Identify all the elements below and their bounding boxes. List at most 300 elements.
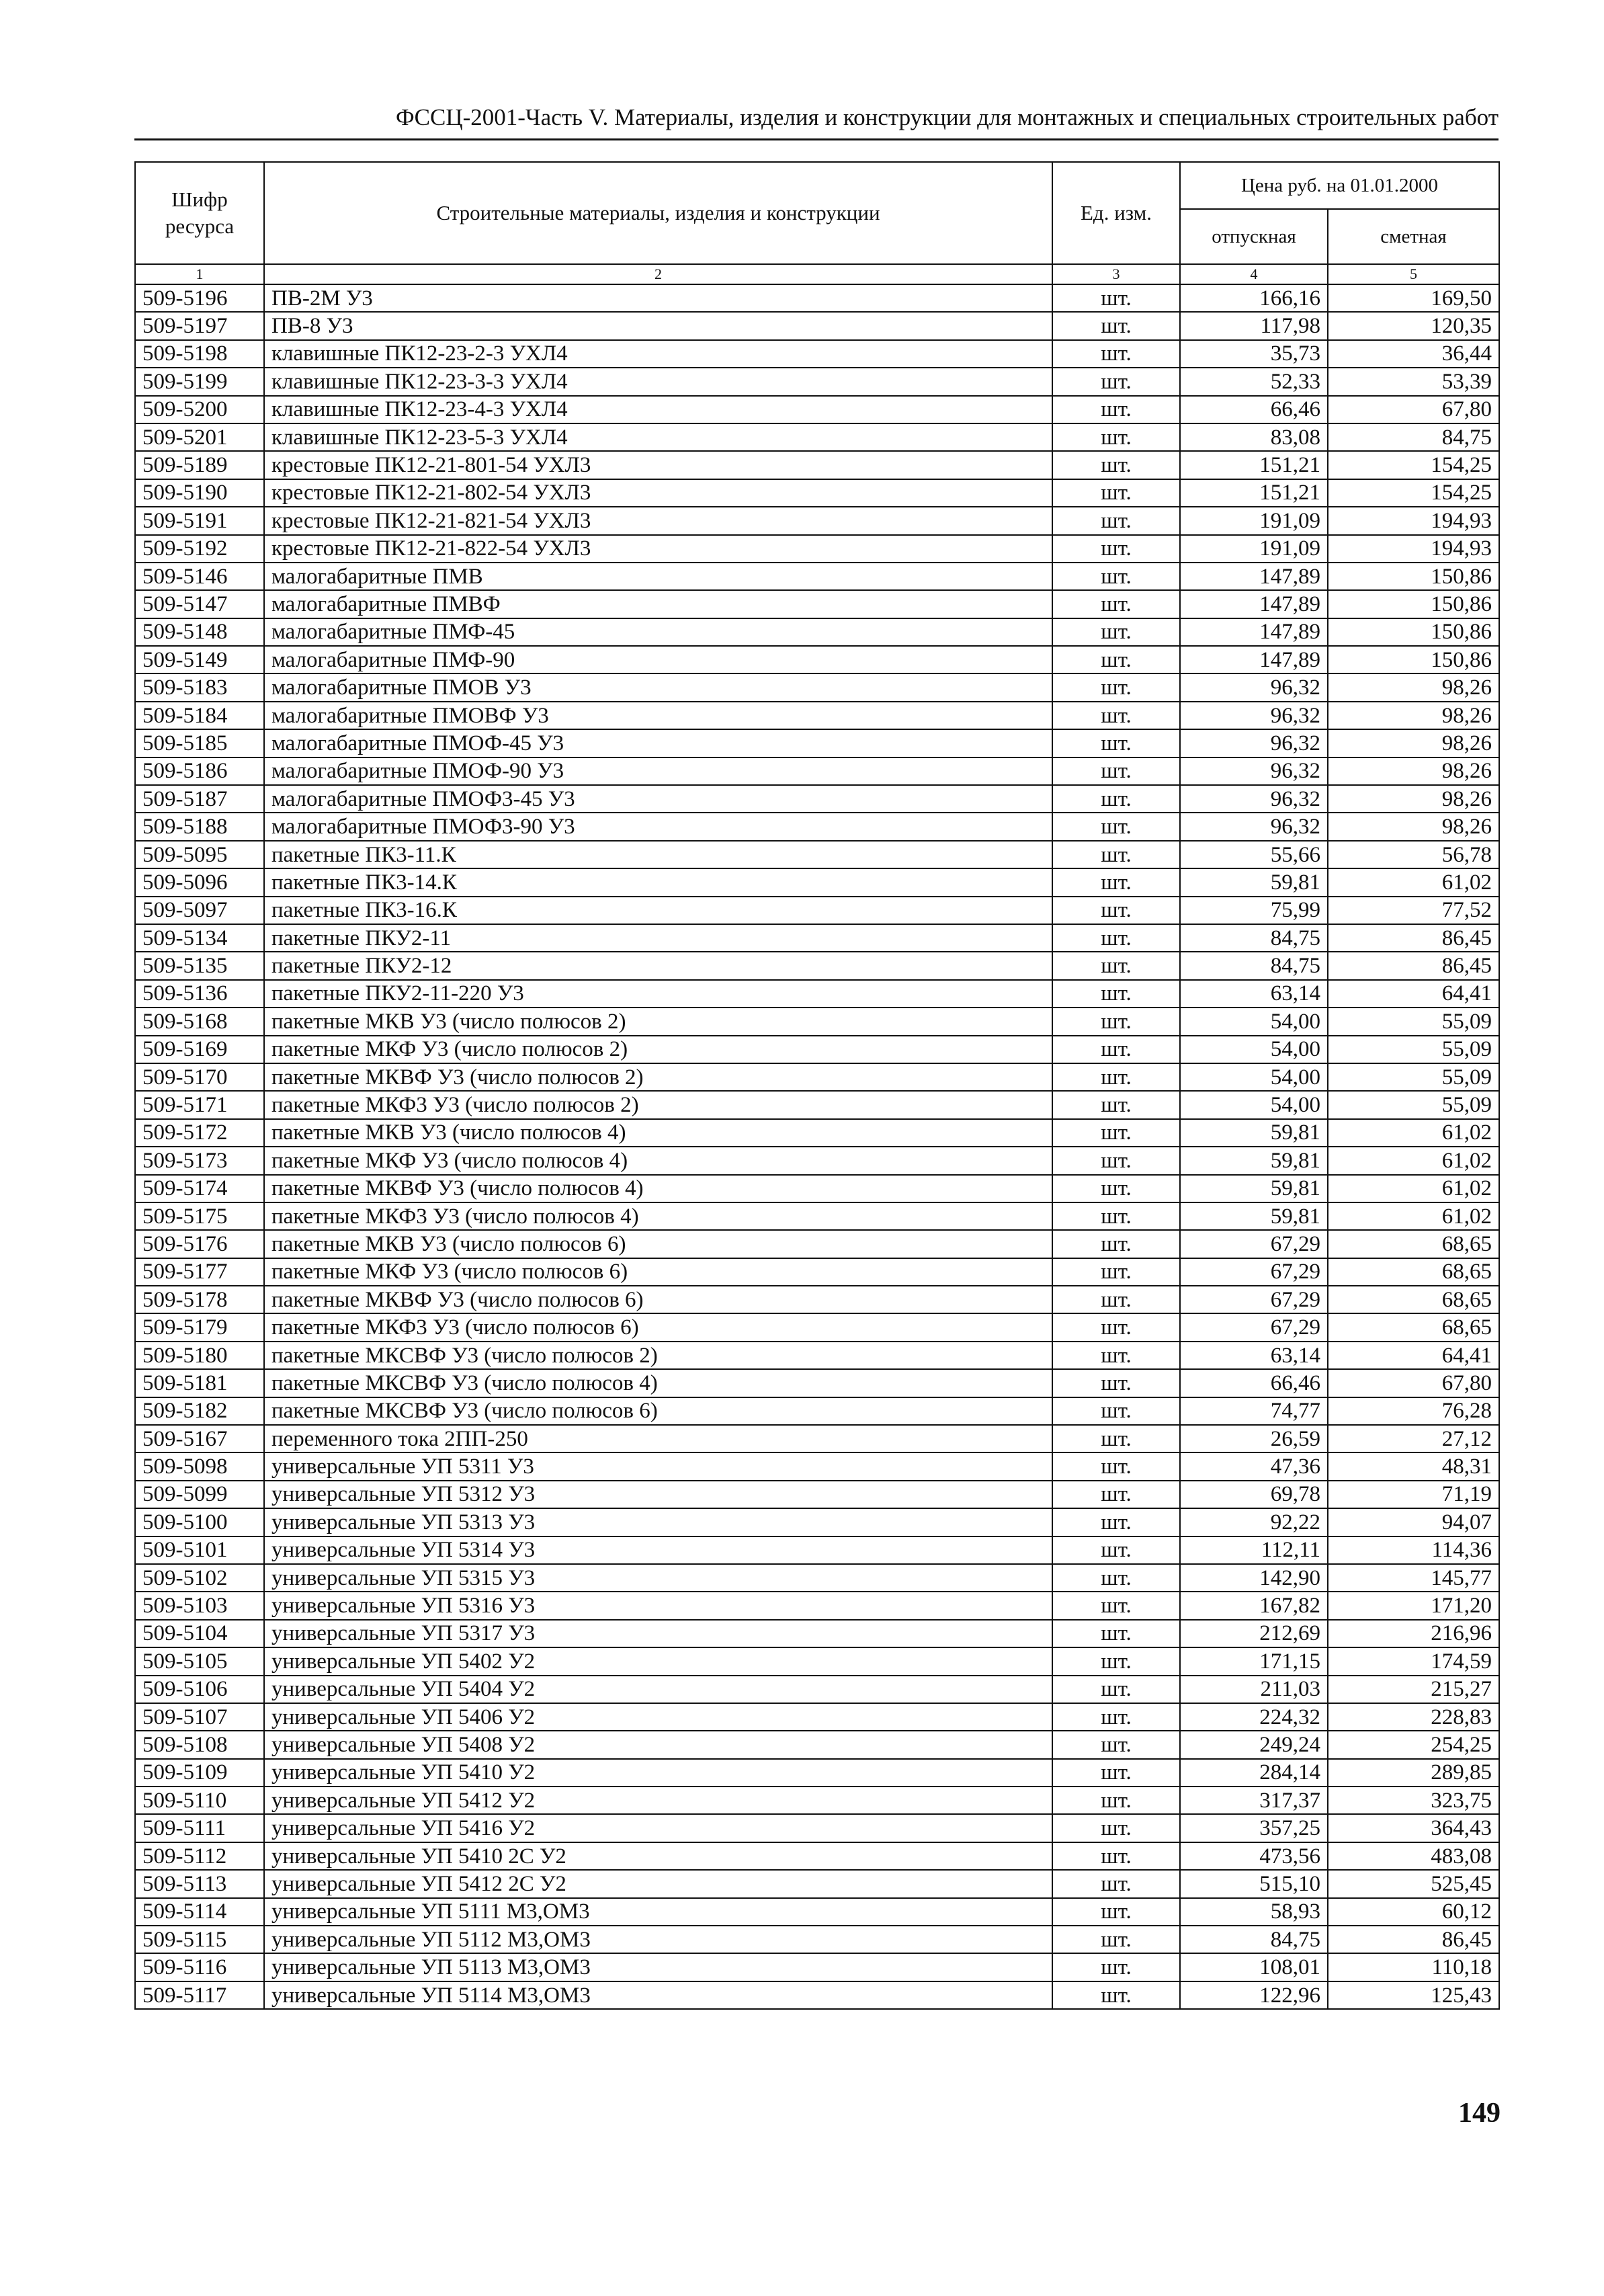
unit-cell: шт. bbox=[1052, 897, 1180, 924]
estimate-price-cell: 67,80 bbox=[1328, 1369, 1499, 1397]
release-price-cell: 54,00 bbox=[1180, 1063, 1328, 1091]
estimate-price-cell: 64,41 bbox=[1328, 980, 1499, 1008]
resource-code-cell: 509-5184 bbox=[135, 702, 264, 729]
estimate-price-cell: 60,12 bbox=[1328, 1898, 1499, 1926]
material-name-cell: малогабаритные ПМВ bbox=[264, 563, 1052, 590]
unit-cell: шт. bbox=[1052, 1008, 1180, 1035]
estimate-price-cell: 174,59 bbox=[1328, 1647, 1499, 1675]
estimate-price-cell: 61,02 bbox=[1328, 1175, 1499, 1202]
release-price-cell: 167,82 bbox=[1180, 1592, 1328, 1619]
material-name-cell: пакетные ПК3-14.К bbox=[264, 868, 1052, 896]
material-name-cell: клавишные ПК12-23-2-3 УХЛ4 bbox=[264, 340, 1052, 368]
material-name-cell: пакетные МКСВФ У3 (число полюсов 2) bbox=[264, 1342, 1052, 1369]
column-header-unit-label: Ед. изм. bbox=[1081, 201, 1152, 224]
material-name-cell: малогабаритные ПМОВФ У3 bbox=[264, 702, 1052, 729]
estimate-price-cell: 110,18 bbox=[1328, 1953, 1499, 1981]
material-name-cell: универсальные УП 5112 М3,ОМ3 bbox=[264, 1926, 1052, 1953]
release-price-cell: 211,03 bbox=[1180, 1676, 1328, 1703]
unit-cell: шт. bbox=[1052, 673, 1180, 701]
unit-cell: шт. bbox=[1052, 1481, 1180, 1508]
estimate-price-cell: 71,19 bbox=[1328, 1481, 1499, 1508]
unit-cell: шт. bbox=[1052, 729, 1180, 757]
table-row bbox=[135, 1091, 1499, 1118]
column-header-name-label: Строительные материалы, изделия и конструкции bbox=[436, 201, 880, 224]
resource-code-cell: 509-5134 bbox=[135, 924, 264, 952]
estimate-price-cell: 55,09 bbox=[1328, 1008, 1499, 1035]
release-price-cell: 84,75 bbox=[1180, 1926, 1328, 1953]
estimate-price-cell: 68,65 bbox=[1328, 1230, 1499, 1258]
release-price-cell: 166,16 bbox=[1180, 284, 1328, 312]
material-name-cell: универсальные УП 5313 У3 bbox=[264, 1508, 1052, 1536]
unit-cell: шт. bbox=[1052, 1981, 1180, 2009]
table-row bbox=[135, 1814, 1499, 1842]
release-price-cell: 147,89 bbox=[1180, 646, 1328, 673]
unit-cell: шт. bbox=[1052, 1703, 1180, 1731]
unit-cell: шт. bbox=[1052, 1230, 1180, 1258]
release-price-cell: 191,09 bbox=[1180, 507, 1328, 534]
material-name-cell: пакетные МКВ У3 (число полюсов 6) bbox=[264, 1230, 1052, 1258]
table-row bbox=[135, 1926, 1499, 1953]
release-price-cell: 96,32 bbox=[1180, 702, 1328, 729]
material-name-cell: малогабаритные ПМОФ3-45 У3 bbox=[264, 785, 1052, 813]
release-price-cell: 47,36 bbox=[1180, 1452, 1328, 1480]
table-row bbox=[135, 785, 1499, 813]
unit-cell: шт. bbox=[1052, 1620, 1180, 1647]
estimate-price-cell: 194,93 bbox=[1328, 507, 1499, 534]
material-name-cell: малогабаритные ПМФ-45 bbox=[264, 618, 1052, 646]
material-name-cell: универсальные УП 5412 2С У2 bbox=[264, 1870, 1052, 1897]
release-price-cell: 112,11 bbox=[1180, 1536, 1328, 1564]
unit-cell: шт. bbox=[1052, 757, 1180, 785]
estimate-price-cell: 98,26 bbox=[1328, 702, 1499, 729]
resource-code-cell: 509-5172 bbox=[135, 1119, 264, 1147]
unit-cell: шт. bbox=[1052, 1397, 1180, 1425]
material-name-cell: пакетные МКВ У3 (число полюсов 2) bbox=[264, 1008, 1052, 1035]
table-row bbox=[135, 535, 1499, 563]
unit-cell: шт. bbox=[1052, 702, 1180, 729]
material-name-cell: универсальные УП 5113 М3,ОМ3 bbox=[264, 1953, 1052, 1981]
release-price-cell: 54,00 bbox=[1180, 1091, 1328, 1118]
resource-code-cell: 509-5099 bbox=[135, 1481, 264, 1508]
release-price-cell: 151,21 bbox=[1180, 451, 1328, 479]
resource-code-cell: 509-5167 bbox=[135, 1425, 264, 1452]
material-name-cell: ПВ-2М У3 bbox=[264, 284, 1052, 312]
material-name-cell: клавишные ПК12-23-4-3 УХЛ4 bbox=[264, 396, 1052, 423]
material-name-cell: малогабаритные ПМВФ bbox=[264, 590, 1052, 618]
table-row bbox=[135, 673, 1499, 701]
release-price-cell: 52,33 bbox=[1180, 368, 1328, 395]
resource-code-cell: 509-5104 bbox=[135, 1620, 264, 1647]
table-row bbox=[135, 451, 1499, 479]
material-name-cell: универсальные УП 5311 У3 bbox=[264, 1452, 1052, 1480]
release-price-cell: 473,56 bbox=[1180, 1842, 1328, 1870]
table-body bbox=[135, 284, 1499, 2009]
resource-code-cell: 509-5102 bbox=[135, 1564, 264, 1592]
unit-cell: шт. bbox=[1052, 1536, 1180, 1564]
material-name-cell: универсальные УП 5402 У2 bbox=[264, 1647, 1052, 1675]
release-price-cell: 212,69 bbox=[1180, 1620, 1328, 1647]
unit-cell: шт. bbox=[1052, 1508, 1180, 1536]
estimate-price-cell: 289,85 bbox=[1328, 1759, 1499, 1787]
resource-code-cell: 509-5170 bbox=[135, 1063, 264, 1091]
unit-cell: шт. bbox=[1052, 1202, 1180, 1230]
material-name-cell: пакетные МКСВФ У3 (число полюсов 4) bbox=[264, 1369, 1052, 1397]
material-name-cell: универсальные УП 5416 У2 bbox=[264, 1814, 1052, 1842]
resource-code-cell: 509-5103 bbox=[135, 1592, 264, 1619]
release-price-cell: 357,25 bbox=[1180, 1814, 1328, 1842]
estimate-price-cell: 68,65 bbox=[1328, 1258, 1499, 1286]
resource-code-cell: 509-5110 bbox=[135, 1787, 264, 1814]
resource-code-cell: 509-5191 bbox=[135, 507, 264, 534]
estimate-price-cell: 254,25 bbox=[1328, 1731, 1499, 1758]
material-name-cell: пакетные ПКУ2-12 bbox=[264, 952, 1052, 979]
unit-cell: шт. bbox=[1052, 451, 1180, 479]
material-name-cell: пакетные МКВ У3 (число полюсов 4) bbox=[264, 1119, 1052, 1147]
material-name-cell: универсальные УП 5404 У2 bbox=[264, 1676, 1052, 1703]
unit-cell: шт. bbox=[1052, 1175, 1180, 1202]
material-name-cell: пакетные ПКУ2-11-220 У3 bbox=[264, 980, 1052, 1008]
table-row bbox=[135, 1564, 1499, 1592]
column-header-price-group: Цена руб. на 01.01.2000 bbox=[1180, 162, 1499, 209]
material-name-cell: малогабаритные ПМОФ-45 У3 bbox=[264, 729, 1052, 757]
table-row bbox=[135, 1286, 1499, 1313]
resource-code-cell: 509-5181 bbox=[135, 1369, 264, 1397]
unit-cell: шт. bbox=[1052, 423, 1180, 451]
table-row bbox=[135, 897, 1499, 924]
table-row bbox=[135, 1898, 1499, 1926]
estimate-price-cell: 150,86 bbox=[1328, 618, 1499, 646]
resource-code-cell: 509-5116 bbox=[135, 1953, 264, 1981]
table-row bbox=[135, 1676, 1499, 1703]
resource-code-cell: 509-5148 bbox=[135, 618, 264, 646]
unit-cell: шт. bbox=[1052, 952, 1180, 979]
table-row bbox=[135, 1397, 1499, 1425]
estimate-price-cell: 55,09 bbox=[1328, 1063, 1499, 1091]
column-header-code-label: Шифр ресурса bbox=[165, 188, 235, 238]
unit-cell: шт. bbox=[1052, 507, 1180, 534]
estimate-price-cell: 525,45 bbox=[1328, 1870, 1499, 1897]
resource-code-cell: 509-5114 bbox=[135, 1898, 264, 1926]
estimate-price-cell: 216,96 bbox=[1328, 1620, 1499, 1647]
column-header-release-price: отпускная bbox=[1180, 209, 1328, 264]
release-price-cell: 83,08 bbox=[1180, 423, 1328, 451]
table-row bbox=[135, 980, 1499, 1008]
resource-code-cell: 509-5192 bbox=[135, 535, 264, 563]
column-header-estimate-price: сметная bbox=[1328, 209, 1499, 264]
unit-cell: шт. bbox=[1052, 841, 1180, 868]
resource-code-cell: 509-5183 bbox=[135, 673, 264, 701]
unit-cell: шт. bbox=[1052, 1091, 1180, 1118]
table-row bbox=[135, 507, 1499, 534]
table-row bbox=[135, 757, 1499, 785]
material-name-cell: пакетные МКФ3 У3 (число полюсов 4) bbox=[264, 1202, 1052, 1230]
estimate-price-cell: 27,12 bbox=[1328, 1425, 1499, 1452]
table-row bbox=[135, 1703, 1499, 1731]
unit-cell: шт. bbox=[1052, 1759, 1180, 1787]
table-row bbox=[135, 590, 1499, 618]
unit-cell: шт. bbox=[1052, 1286, 1180, 1313]
column-number: 3 bbox=[1052, 264, 1180, 284]
table-row bbox=[135, 1342, 1499, 1369]
release-price-cell: 67,29 bbox=[1180, 1230, 1328, 1258]
release-price-cell: 26,59 bbox=[1180, 1425, 1328, 1452]
unit-cell: шт. bbox=[1052, 924, 1180, 952]
resource-code-cell: 509-5188 bbox=[135, 813, 264, 840]
estimate-price-cell: 364,43 bbox=[1328, 1814, 1499, 1842]
release-price-cell: 69,78 bbox=[1180, 1481, 1328, 1508]
material-name-cell: универсальные УП 5410 У2 bbox=[264, 1759, 1052, 1787]
table-row bbox=[135, 1759, 1499, 1787]
release-price-cell: 75,99 bbox=[1180, 897, 1328, 924]
material-name-cell: универсальные УП 5315 У3 bbox=[264, 1564, 1052, 1592]
table-row bbox=[135, 312, 1499, 339]
table-row bbox=[135, 423, 1499, 451]
material-name-cell: универсальные УП 5317 У3 bbox=[264, 1620, 1052, 1647]
resource-code-cell: 509-5096 bbox=[135, 868, 264, 896]
material-name-cell: пакетные МКФ У3 (число полюсов 4) bbox=[264, 1147, 1052, 1174]
table-row bbox=[135, 1787, 1499, 1814]
release-price-cell: 84,75 bbox=[1180, 952, 1328, 979]
unit-cell: шт. bbox=[1052, 1814, 1180, 1842]
resource-code-cell: 509-5201 bbox=[135, 423, 264, 451]
material-name-cell: малогабаритные ПМОВ У3 bbox=[264, 673, 1052, 701]
release-price-cell: 67,29 bbox=[1180, 1286, 1328, 1313]
unit-cell: шт. bbox=[1052, 1313, 1180, 1341]
resource-code-cell: 509-5106 bbox=[135, 1676, 264, 1703]
unit-cell: шт. bbox=[1052, 1342, 1180, 1369]
unit-cell: шт. bbox=[1052, 1258, 1180, 1286]
unit-cell: шт. bbox=[1052, 868, 1180, 896]
release-price-cell: 84,75 bbox=[1180, 924, 1328, 952]
estimate-price-cell: 171,20 bbox=[1328, 1592, 1499, 1619]
material-name-cell: крестовые ПК12-21-822-54 УХЛ3 bbox=[264, 535, 1052, 563]
material-name-cell: крестовые ПК12-21-802-54 УХЛ3 bbox=[264, 479, 1052, 507]
release-price-cell: 108,01 bbox=[1180, 1953, 1328, 1981]
column-header-code bbox=[135, 162, 264, 264]
release-price-cell: 59,81 bbox=[1180, 868, 1328, 896]
unit-cell: шт. bbox=[1052, 785, 1180, 813]
table-row bbox=[135, 1119, 1499, 1147]
table-row bbox=[135, 1731, 1499, 1758]
resource-code-cell: 509-5101 bbox=[135, 1536, 264, 1564]
unit-cell: шт. bbox=[1052, 1564, 1180, 1592]
resource-code-cell: 509-5171 bbox=[135, 1091, 264, 1118]
resource-code-cell: 509-5179 bbox=[135, 1313, 264, 1341]
resource-code-cell: 509-5178 bbox=[135, 1286, 264, 1313]
release-price-cell: 54,00 bbox=[1180, 1036, 1328, 1063]
unit-cell: шт. bbox=[1052, 396, 1180, 423]
estimate-price-cell: 68,65 bbox=[1328, 1313, 1499, 1341]
estimate-price-cell: 98,26 bbox=[1328, 757, 1499, 785]
table-row bbox=[135, 1870, 1499, 1897]
resource-code-cell: 509-5187 bbox=[135, 785, 264, 813]
unit-cell: шт. bbox=[1052, 563, 1180, 590]
release-price-cell: 224,32 bbox=[1180, 1703, 1328, 1731]
resource-code-cell: 509-5146 bbox=[135, 563, 264, 590]
table-row bbox=[135, 479, 1499, 507]
estimate-price-cell: 76,28 bbox=[1328, 1397, 1499, 1425]
resource-code-cell: 509-5108 bbox=[135, 1731, 264, 1758]
resource-code-cell: 509-5174 bbox=[135, 1175, 264, 1202]
release-price-cell: 59,81 bbox=[1180, 1147, 1328, 1174]
resource-code-cell: 509-5173 bbox=[135, 1147, 264, 1174]
release-price-cell: 74,77 bbox=[1180, 1397, 1328, 1425]
table-row bbox=[135, 1008, 1499, 1035]
estimate-price-cell: 67,80 bbox=[1328, 396, 1499, 423]
release-price-cell: 66,46 bbox=[1180, 396, 1328, 423]
estimate-price-cell: 86,45 bbox=[1328, 952, 1499, 979]
unit-cell: шт. bbox=[1052, 1592, 1180, 1619]
release-price-cell: 96,32 bbox=[1180, 813, 1328, 840]
estimate-price-cell: 150,86 bbox=[1328, 646, 1499, 673]
material-name-cell: пакетные ПК3-11.К bbox=[264, 841, 1052, 868]
unit-cell: шт. bbox=[1052, 1676, 1180, 1703]
resource-code-cell: 509-5198 bbox=[135, 340, 264, 368]
unit-cell: шт. bbox=[1052, 1787, 1180, 1814]
estimate-price-cell: 483,08 bbox=[1328, 1842, 1499, 1870]
resource-code-cell: 509-5177 bbox=[135, 1258, 264, 1286]
table-header bbox=[135, 162, 1499, 284]
estimate-price-cell: 169,50 bbox=[1328, 284, 1499, 312]
resource-code-cell: 509-5189 bbox=[135, 451, 264, 479]
material-name-cell: малогабаритные ПМОФ-90 У3 bbox=[264, 757, 1052, 785]
unit-cell: шт. bbox=[1052, 980, 1180, 1008]
unit-cell: шт. bbox=[1052, 535, 1180, 563]
unit-cell: шт. bbox=[1052, 1036, 1180, 1063]
unit-cell: шт. bbox=[1052, 1926, 1180, 1953]
release-price-cell: 63,14 bbox=[1180, 1342, 1328, 1369]
material-name-cell: универсальные УП 5316 У3 bbox=[264, 1592, 1052, 1619]
unit-cell: шт. bbox=[1052, 284, 1180, 312]
release-price-cell: 35,73 bbox=[1180, 340, 1328, 368]
table-row bbox=[135, 1536, 1499, 1564]
estimate-price-cell: 77,52 bbox=[1328, 897, 1499, 924]
material-name-cell: пакетные МКВФ У3 (число полюсов 4) bbox=[264, 1175, 1052, 1202]
estimate-price-cell: 125,43 bbox=[1328, 1981, 1499, 2009]
estimate-price-cell: 154,25 bbox=[1328, 479, 1499, 507]
table-row bbox=[135, 868, 1499, 896]
release-price-cell: 147,89 bbox=[1180, 563, 1328, 590]
material-name-cell: пакетные МКФ У3 (число полюсов 2) bbox=[264, 1036, 1052, 1063]
resource-code-cell: 509-5117 bbox=[135, 1981, 264, 2009]
table-row bbox=[135, 1620, 1499, 1647]
resource-code-cell: 509-5197 bbox=[135, 312, 264, 339]
column-number: 1 bbox=[135, 264, 264, 284]
unit-cell: шт. bbox=[1052, 646, 1180, 673]
release-price-cell: 96,32 bbox=[1180, 673, 1328, 701]
resource-code-cell: 509-5176 bbox=[135, 1230, 264, 1258]
table-row bbox=[135, 646, 1499, 673]
column-number: 2 bbox=[264, 264, 1052, 284]
unit-cell: шт. bbox=[1052, 312, 1180, 339]
column-header-unit bbox=[1052, 162, 1180, 264]
unit-cell: шт. bbox=[1052, 590, 1180, 618]
material-name-cell: универсальные УП 5406 У2 bbox=[264, 1703, 1052, 1731]
estimate-price-cell: 323,75 bbox=[1328, 1787, 1499, 1814]
release-price-cell: 142,90 bbox=[1180, 1564, 1328, 1592]
material-name-cell: крестовые ПК12-21-821-54 УХЛ3 bbox=[264, 507, 1052, 534]
release-price-cell: 59,81 bbox=[1180, 1175, 1328, 1202]
unit-cell: шт. bbox=[1052, 1647, 1180, 1675]
unit-cell: шт. bbox=[1052, 1369, 1180, 1397]
release-price-cell: 96,32 bbox=[1180, 757, 1328, 785]
estimate-price-cell: 98,26 bbox=[1328, 813, 1499, 840]
unit-cell: шт. bbox=[1052, 1953, 1180, 1981]
estimate-price-cell: 61,02 bbox=[1328, 1119, 1499, 1147]
release-price-cell: 249,24 bbox=[1180, 1731, 1328, 1758]
unit-cell: шт. bbox=[1052, 368, 1180, 395]
table-row bbox=[135, 1369, 1499, 1397]
estimate-price-cell: 94,07 bbox=[1328, 1508, 1499, 1536]
estimate-price-cell: 145,77 bbox=[1328, 1564, 1499, 1592]
material-name-cell: малогабаритные ПМФ-90 bbox=[264, 646, 1052, 673]
table-row bbox=[135, 1202, 1499, 1230]
release-price-cell: 67,29 bbox=[1180, 1258, 1328, 1286]
table-row bbox=[135, 841, 1499, 868]
table-row bbox=[135, 1258, 1499, 1286]
release-price-cell: 55,66 bbox=[1180, 841, 1328, 868]
release-price-cell: 147,89 bbox=[1180, 590, 1328, 618]
table-row bbox=[135, 1481, 1499, 1508]
page-number: 149 bbox=[1458, 2098, 1501, 2129]
estimate-price-cell: 61,02 bbox=[1328, 1147, 1499, 1174]
material-name-cell: пакетные ПКУ2-11 bbox=[264, 924, 1052, 952]
material-name-cell: универсальные УП 5412 У2 bbox=[264, 1787, 1052, 1814]
table-row bbox=[135, 1036, 1499, 1063]
estimate-price-cell: 86,45 bbox=[1328, 924, 1499, 952]
table-row bbox=[135, 1452, 1499, 1480]
resource-code-cell: 509-5175 bbox=[135, 1202, 264, 1230]
table-row bbox=[135, 1508, 1499, 1536]
unit-cell: шт. bbox=[1052, 1870, 1180, 1897]
estimate-price-cell: 36,44 bbox=[1328, 340, 1499, 368]
resource-code-cell: 509-5200 bbox=[135, 396, 264, 423]
table-row bbox=[135, 618, 1499, 646]
release-price-cell: 171,15 bbox=[1180, 1647, 1328, 1675]
resource-code-cell: 509-5135 bbox=[135, 952, 264, 979]
estimate-price-cell: 98,26 bbox=[1328, 729, 1499, 757]
unit-cell: шт. bbox=[1052, 1898, 1180, 1926]
resource-code-cell: 509-5186 bbox=[135, 757, 264, 785]
table-row bbox=[135, 1230, 1499, 1258]
release-price-cell: 122,96 bbox=[1180, 1981, 1328, 2009]
release-price-cell: 67,29 bbox=[1180, 1313, 1328, 1341]
price-table bbox=[134, 161, 1500, 2010]
resource-code-cell: 509-5095 bbox=[135, 841, 264, 868]
unit-cell: шт. bbox=[1052, 479, 1180, 507]
unit-cell: шт. bbox=[1052, 1119, 1180, 1147]
material-name-cell: универсальные УП 5408 У2 bbox=[264, 1731, 1052, 1758]
resource-code-cell: 509-5113 bbox=[135, 1870, 264, 1897]
table-row bbox=[135, 1147, 1499, 1174]
estimate-price-cell: 53,39 bbox=[1328, 368, 1499, 395]
estimate-price-cell: 55,09 bbox=[1328, 1091, 1499, 1118]
unit-cell: шт. bbox=[1052, 1731, 1180, 1758]
table-row bbox=[135, 284, 1499, 312]
table-row bbox=[135, 1953, 1499, 1981]
material-name-cell: пакетные МКФ У3 (число полюсов 6) bbox=[264, 1258, 1052, 1286]
release-price-cell: 191,09 bbox=[1180, 535, 1328, 563]
unit-cell: шт. bbox=[1052, 1842, 1180, 1870]
material-name-cell: пакетные МКФ3 У3 (число полюсов 2) bbox=[264, 1091, 1052, 1118]
estimate-price-cell: 68,65 bbox=[1328, 1286, 1499, 1313]
resource-code-cell: 509-5115 bbox=[135, 1926, 264, 1953]
unit-cell: шт. bbox=[1052, 1063, 1180, 1091]
table-row bbox=[135, 1063, 1499, 1091]
estimate-price-cell: 215,27 bbox=[1328, 1676, 1499, 1703]
release-price-cell: 117,98 bbox=[1180, 312, 1328, 339]
estimate-price-cell: 86,45 bbox=[1328, 1926, 1499, 1953]
